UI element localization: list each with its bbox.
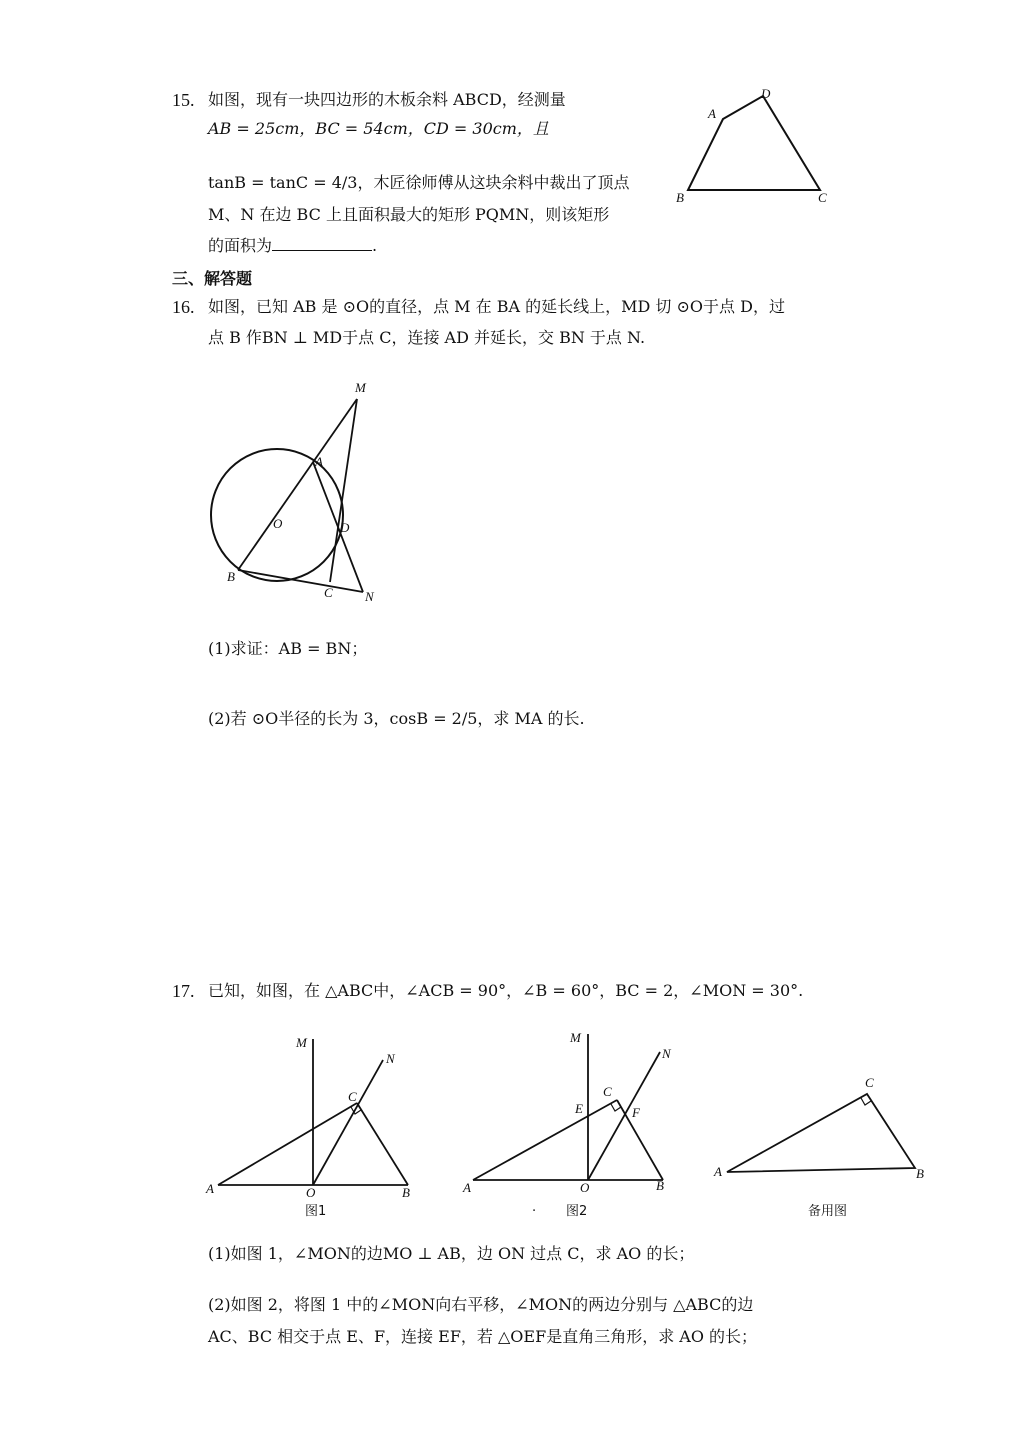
- q15-line1: 如图，现有一块四边形的木板余料 ABCD，经测量: [208, 90, 566, 109]
- q15-line5: [208, 235, 377, 257]
- q16-label-d: D: [340, 520, 350, 535]
- fig2-label-n: N: [662, 1046, 671, 1061]
- fig3-caption: 备用图: [808, 1204, 848, 1219]
- answer-blank: [272, 236, 372, 251]
- q17-figure-2: [455, 1020, 685, 1210]
- fig2-label-m: M: [570, 1030, 581, 1045]
- backup-label-a: A: [714, 1164, 722, 1179]
- q16-number: 16.: [172, 297, 195, 317]
- q15-line5-text: 的面积为: [208, 236, 273, 255]
- q15-line4: M、N 在边 BC 上且面积最大的矩形 PQMN，则该矩形: [208, 205, 610, 224]
- fig1-caption: 图1: [305, 1204, 327, 1219]
- section-title: 三、解答题: [172, 269, 253, 288]
- fig2-line-cb: [617, 1100, 663, 1180]
- fig2-dot: .: [532, 1200, 537, 1215]
- line-bm: [238, 399, 357, 570]
- backup-triangle-abc: [727, 1094, 915, 1172]
- q16-line1: 如图，已知 AB 是 ⊙O的直径，点 M 在 BA 的延长线上，MD 切 ⊙O于点 D，过: [208, 297, 785, 316]
- q15-label-b: B: [676, 190, 684, 205]
- q17-part2-line1: (2)如图 2，将图 1 中的∠MON向右平移，∠MON的两边分别与 △ABC的边: [208, 1295, 754, 1314]
- line-md: [330, 399, 357, 582]
- line-an: [313, 462, 363, 592]
- q17-part1: (1)如图 1，∠MON的边MO ⊥ AB，边 ON 过点 C，求 AO 的长；: [208, 1244, 695, 1263]
- q16-label-a: A: [315, 454, 323, 469]
- backup-label-b: B: [916, 1166, 924, 1181]
- q16-part2: (2)若 ⊙O半径的长为 3，cosB = 2/5，求 MA 的长.: [208, 709, 585, 728]
- q15-line5-end: .: [372, 236, 378, 255]
- fig1-label-m: M: [296, 1035, 307, 1050]
- fig1-label-o: O: [306, 1185, 316, 1200]
- q16-label-c: C: [324, 585, 333, 600]
- q15-line2: AB = 25cm，BC = 54cm，CD = 30cm，且: [208, 119, 549, 138]
- q16-label-o: O: [273, 516, 283, 531]
- q16-part1: (1)求证：AB = BN；: [208, 639, 368, 658]
- fig2-label-c: C: [603, 1084, 612, 1099]
- fig2-label-f: F: [632, 1105, 640, 1120]
- fig1-line-cb: [357, 1103, 408, 1185]
- q16-line2: 点 B 作BN ⊥ MD于点 C，连接 AD 并延长，交 BN 于点 N.: [208, 328, 646, 347]
- q17-part2-line2: AC、BC 相交于点 E、F，连接 EF，若 △OEF是直角三角形，求 AO 的长；: [208, 1327, 758, 1346]
- fig2-caption: 图2: [566, 1204, 588, 1219]
- q16-label-m: M: [355, 380, 366, 395]
- q17-line1: 已知，如图，在 △ABC中，∠ACB = 90°，∠B = 60°，BC = 2，∠MON = 30°.: [208, 981, 804, 1000]
- q15-number: 15.: [172, 90, 195, 110]
- fig2-label-e: E: [575, 1101, 583, 1116]
- q17-figure-backup: [705, 1070, 935, 1200]
- q15-figure: [668, 84, 848, 214]
- fig2-label-o: O: [580, 1180, 590, 1195]
- fig1-label-b: B: [402, 1185, 410, 1200]
- q15-label-a: A: [708, 106, 716, 121]
- q16-figure: [200, 380, 400, 620]
- fig2-label-a: A: [463, 1180, 471, 1195]
- q17-figure-1: [200, 1025, 430, 1215]
- fig1-label-c: C: [348, 1089, 357, 1104]
- q15-line3: tanB = tanC = 4/3，木匠徐师傅从这块余料中裁出了顶点: [208, 173, 630, 192]
- backup-label-c: C: [865, 1075, 874, 1090]
- fig2-line-on: [588, 1052, 660, 1180]
- fig2-label-b: B: [656, 1178, 664, 1193]
- fig1-label-n: N: [386, 1051, 395, 1066]
- q15-label-c: C: [818, 190, 827, 205]
- q17-number: 17.: [172, 981, 195, 1001]
- fig1-label-a: A: [206, 1181, 214, 1196]
- line-bn: [238, 570, 363, 592]
- q16-label-n: N: [365, 589, 374, 604]
- q16-label-b: B: [227, 569, 235, 584]
- q15-label-d: D: [761, 86, 771, 101]
